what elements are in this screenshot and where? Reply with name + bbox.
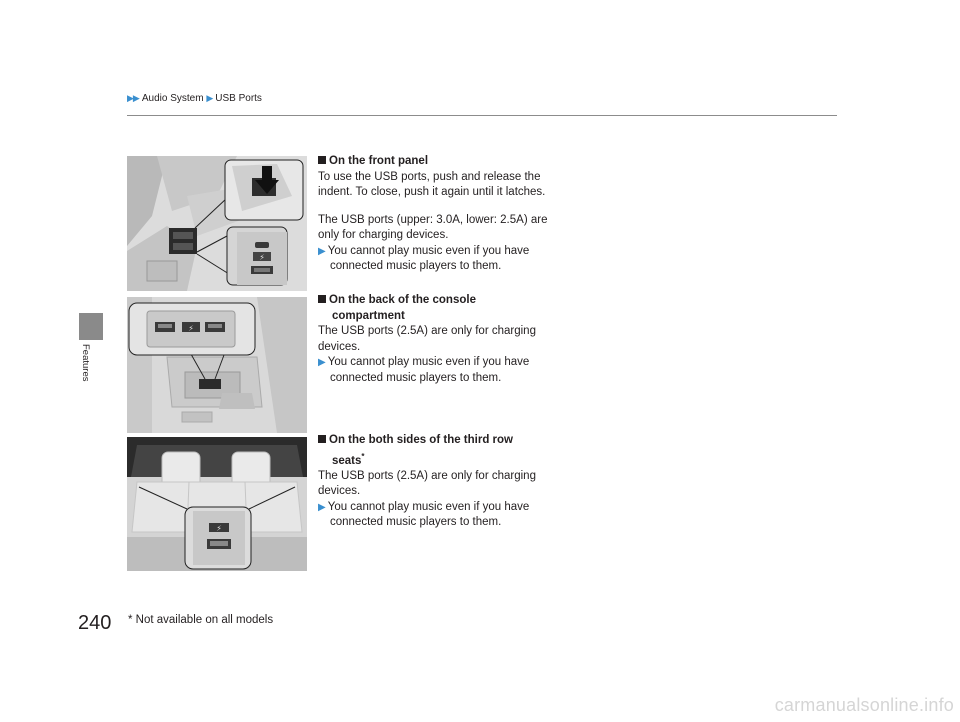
section-heading: On the front panel	[318, 154, 568, 170]
arrow-icon: ▶	[206, 93, 213, 103]
svg-text:⚡: ⚡	[216, 524, 222, 533]
footnote-marker: *	[361, 451, 365, 461]
square-bullet-icon	[318, 435, 326, 443]
features-tab-label: Features	[80, 344, 91, 382]
breadcrumb-audio-system[interactable]: Audio System	[141, 93, 204, 104]
square-bullet-icon	[318, 295, 326, 303]
section-third-row	[318, 433, 568, 531]
breadcrumb	[127, 93, 262, 104]
header-divider	[127, 115, 837, 116]
section-note: ▶ You cannot play music even if you have connected music players to them.	[318, 500, 530, 529]
section-body: To use the USB ports, push and release the indent. To close, push it again until it latches.	[318, 170, 546, 198]
section-body: The USB ports (2.5A) are only for charging devices.	[318, 325, 536, 353]
svg-text:⚡: ⚡	[188, 324, 194, 333]
features-tab-marker	[79, 313, 103, 340]
arrow-icon: ▶▶	[127, 93, 139, 103]
svg-text:⚡: ⚡	[259, 253, 265, 262]
section-heading: On the back of the console compartment	[318, 293, 568, 324]
watermark: carmanualsonline.info	[774, 695, 954, 715]
section-console-back	[318, 293, 568, 386]
console-back-figure	[127, 297, 307, 433]
note-arrow-icon: ▶	[318, 501, 326, 513]
section-front-panel	[318, 154, 568, 275]
section-body: The USB ports (upper: 3.0A, lower: 2.5A) are only for charging devices.	[318, 213, 548, 241]
footnote: * Not available on all models	[128, 614, 274, 626]
square-bullet-icon	[318, 156, 326, 164]
third-row-figure	[127, 437, 307, 571]
section-note: ▶ You cannot play music even if you have connected music players to them.	[318, 356, 530, 384]
front-panel-figure	[127, 156, 307, 291]
breadcrumb-usb-ports[interactable]: USB Ports	[215, 93, 262, 104]
note-arrow-icon: ▶	[318, 357, 326, 368]
note-arrow-icon: ▶	[318, 245, 326, 257]
page-number: 240	[78, 612, 112, 634]
section-body: The USB ports (2.5A) are only for charging devices.	[318, 469, 536, 498]
section-note: ▶ You cannot play music even if you have connected music players to them.	[318, 244, 530, 272]
section-heading: On the both sides of the third row seats*	[318, 433, 568, 469]
